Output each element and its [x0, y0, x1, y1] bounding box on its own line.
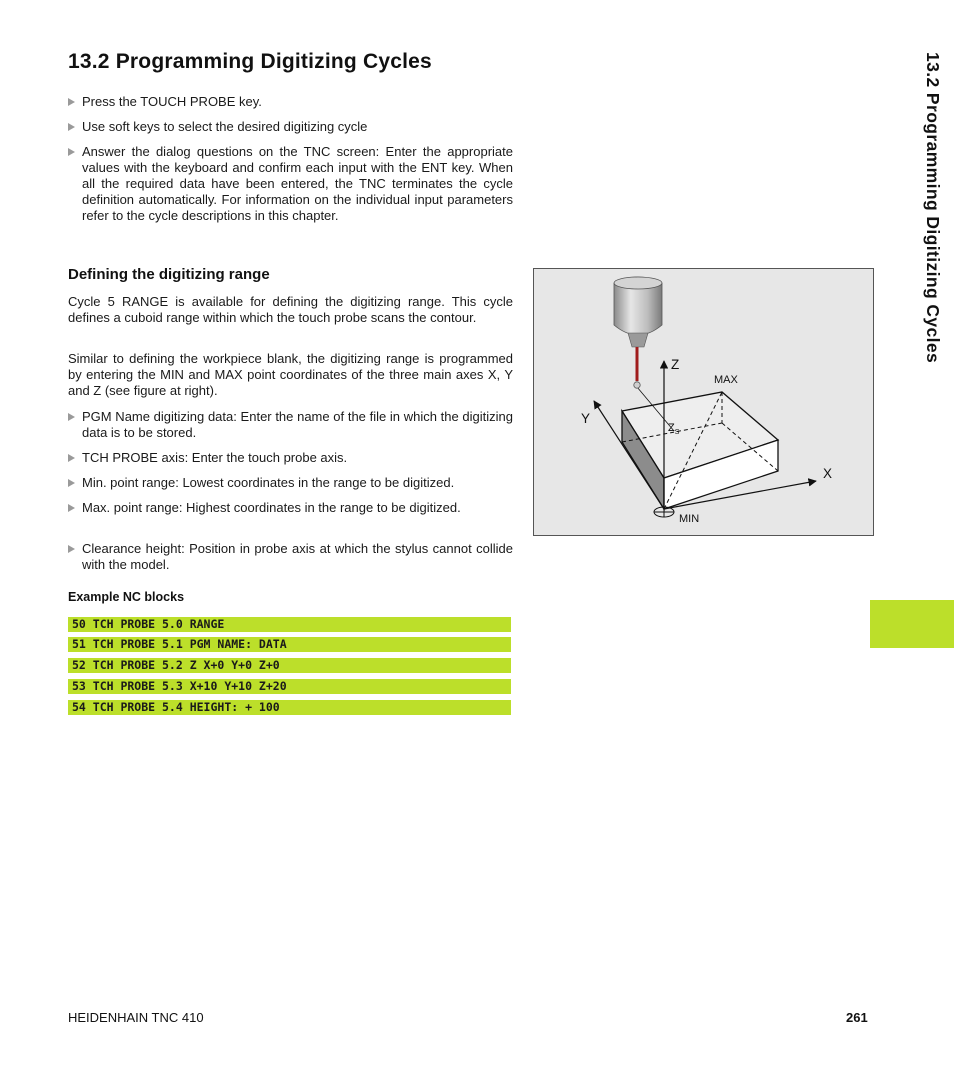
probe-ball	[634, 382, 640, 388]
parameter-text: PGM Name digitizing data: Enter the name of the file in which the digitizing data is to be stored.	[82, 409, 513, 440]
axis-label-x: X	[823, 466, 833, 481]
parameter-text: Clearance height: Position in probe axis at which the stylus cannot collide with the model.	[82, 541, 513, 572]
page-number: 261	[846, 1010, 868, 1025]
example-label: Example NC blocks	[68, 590, 185, 604]
parameter-text: Min. point range: Lowest coordinates in the range to be digitized.	[82, 475, 455, 490]
parameter-text: TCH PROBE axis: Enter the touch probe axis.	[82, 450, 348, 465]
parameter-text: Max. point range: Highest coordinates in the range to be digitized.	[82, 500, 461, 515]
step-item	[68, 119, 513, 135]
arrow-right-icon	[68, 479, 75, 487]
step-text: Use soft keys to select the desired digitizing cycle	[82, 119, 368, 134]
step-text: Press the TOUCH PROBE key.	[82, 94, 262, 109]
parameter-item	[68, 475, 513, 491]
section-paragraph: Similar to defining the workpiece blank, the digitizing range is programmed by entering the MIN and MAX point coordinates of the three main axes X, Y and Z (see figure at right).	[68, 351, 513, 398]
min-point-label: MIN	[679, 513, 700, 525]
nc-block-line: 51 TCH PROBE 5.1 PGM NAME: DATA	[68, 637, 511, 652]
digitizing-range-figure	[533, 268, 874, 536]
page-title: 13.2 Programming Digitizing Cycles	[68, 50, 432, 73]
parameter-item	[68, 450, 513, 466]
parameter-item	[68, 541, 513, 573]
arrow-right-icon	[68, 545, 75, 553]
arrow-right-icon	[68, 98, 75, 106]
probe-stylus	[636, 347, 639, 381]
arrow-right-icon	[68, 504, 75, 512]
axis-label-z: Z	[671, 357, 680, 372]
arrow-right-icon	[68, 454, 75, 462]
step-item	[68, 144, 513, 224]
arrow-right-icon	[68, 413, 75, 421]
nc-block-line: 50 TCH PROBE 5.0 RANGE	[68, 617, 511, 632]
arrow-right-icon	[68, 123, 75, 131]
nc-block-line: 52 TCH PROBE 5.2 Z X+0 Y+0 Z+0	[68, 658, 511, 673]
max-point-label: MAX	[714, 374, 738, 386]
arrow-right-icon	[68, 148, 75, 156]
nc-block-line: 54 TCH PROBE 5.4 HEIGHT: + 100	[68, 700, 511, 715]
footer-product: HEIDENHAIN TNC 410	[68, 1010, 204, 1025]
nc-block-line: 53 TCH PROBE 5.3 X+10 Y+10 Z+20	[68, 679, 511, 694]
parameter-item	[68, 500, 513, 516]
section-heading: Defining the digitizing range	[68, 266, 270, 283]
clearance-height-label: $Z_S$	[668, 422, 680, 437]
step-text: Answer the dialog questions on the TNC screen: Enter the appropriate values with the keyboard and confirm each input with the ENT key. When all the required data have been entered, the TNC terminates the cycle definition automatically. For information on the individual input parameters refer to the cycle descriptions in this chapter.	[82, 144, 513, 223]
cuboid-probe-diagram	[534, 269, 875, 537]
side-chapter-title: 13.2 Programming Digitizing Cycles	[923, 52, 943, 364]
section-paragraph: Cycle 5 RANGE is available for defining the digitizing range. This cycle defines a cuboid range within which the touch probe scans the contour.	[68, 294, 513, 325]
parameter-item	[68, 409, 513, 441]
chapter-tab-marker	[870, 600, 954, 648]
axis-label-y: Y	[581, 411, 591, 426]
step-item	[68, 94, 513, 110]
